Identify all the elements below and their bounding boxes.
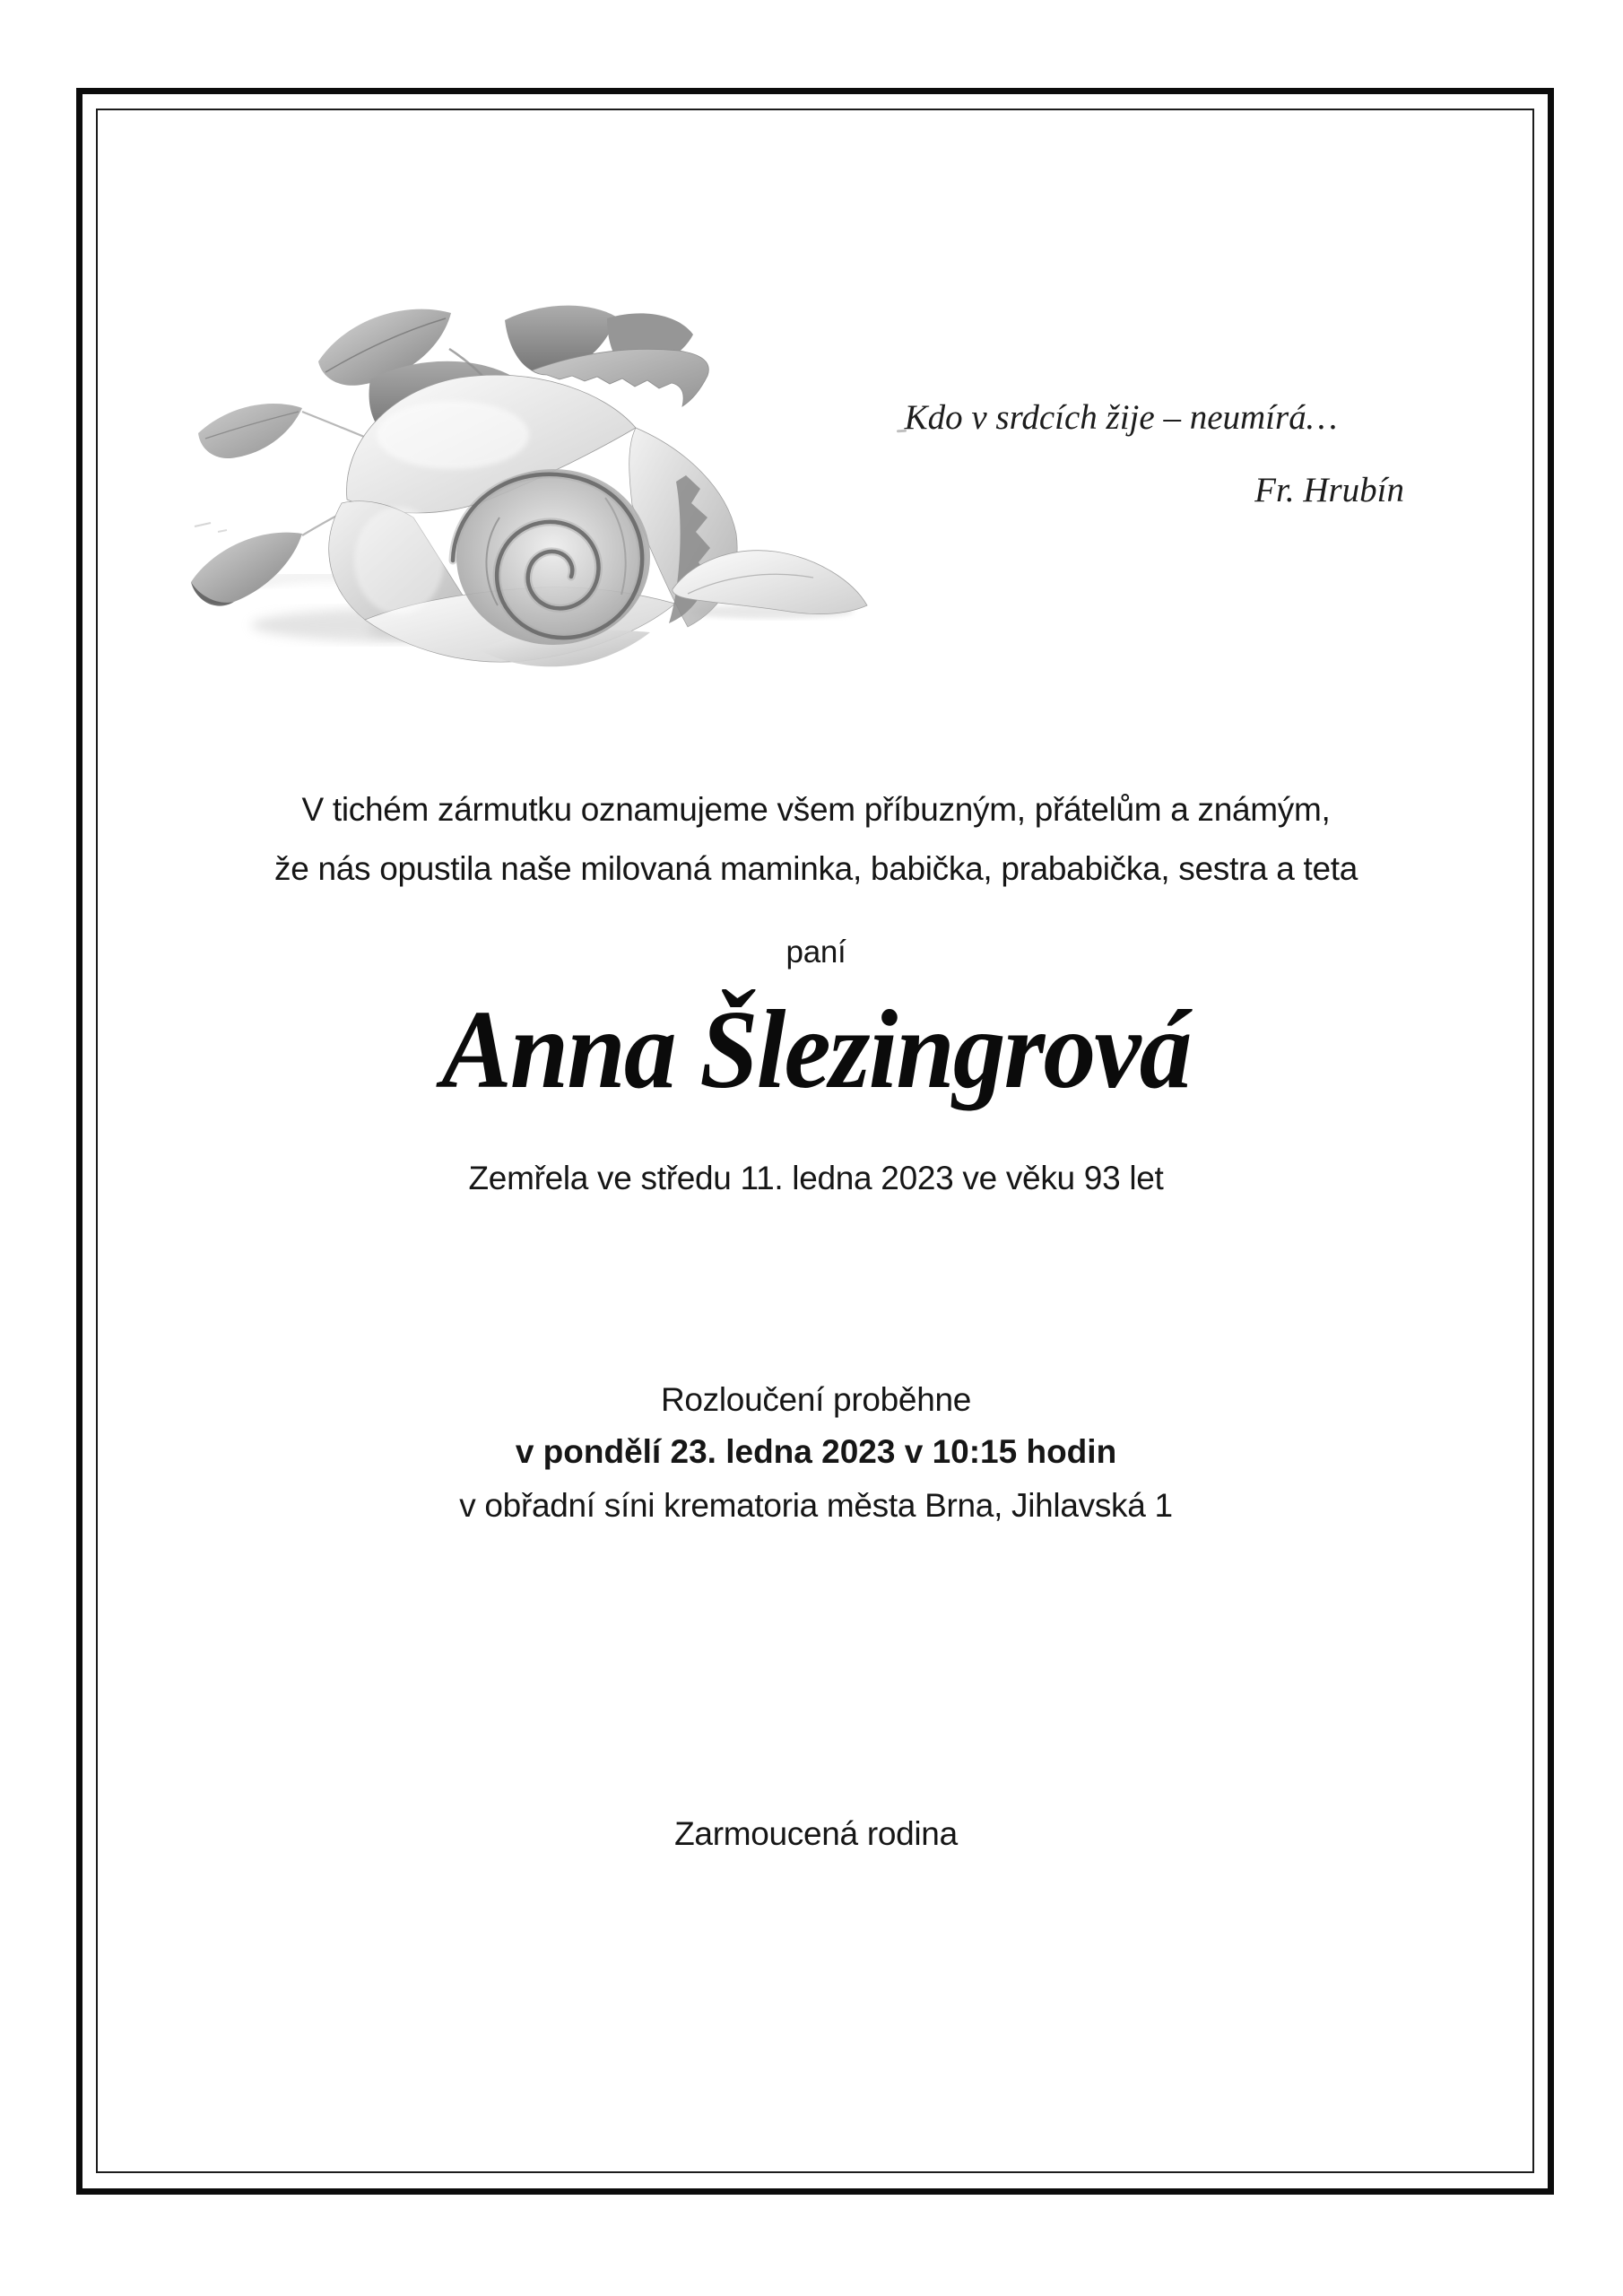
ceremony-datetime: v pondělí 23. ledna 2023 v 10:15 hodin [515,1433,1117,1470]
ceremony-location: v obřadní síni krematoria města Brna, Jihlavská 1 [459,1487,1173,1524]
announcement-line-2: že nás opustila naše milovaná maminka, babička, prababička, sestra a teta [274,850,1358,887]
deceased-name: Anna Šlezingrová [441,988,1191,1112]
rose-sketch-image [184,291,892,673]
ceremony-intro: Rozloučení proběhne [660,1381,972,1418]
memorial-quote: Kdo v srdcích žije – neumírá… [904,398,1338,437]
announcement-line-1: V tichém zármutku oznamujeme všem příbuzným, přátelům a známým, [301,791,1331,828]
death-date-line: Zemřela ve středu 11. ledna 2023 ve věku 93 let [468,1160,1164,1196]
quote-attribution: Fr. Hrubín [1254,471,1404,509]
salutation: paní [785,935,846,970]
family-signature: Zarmoucená rodina [674,1815,958,1852]
